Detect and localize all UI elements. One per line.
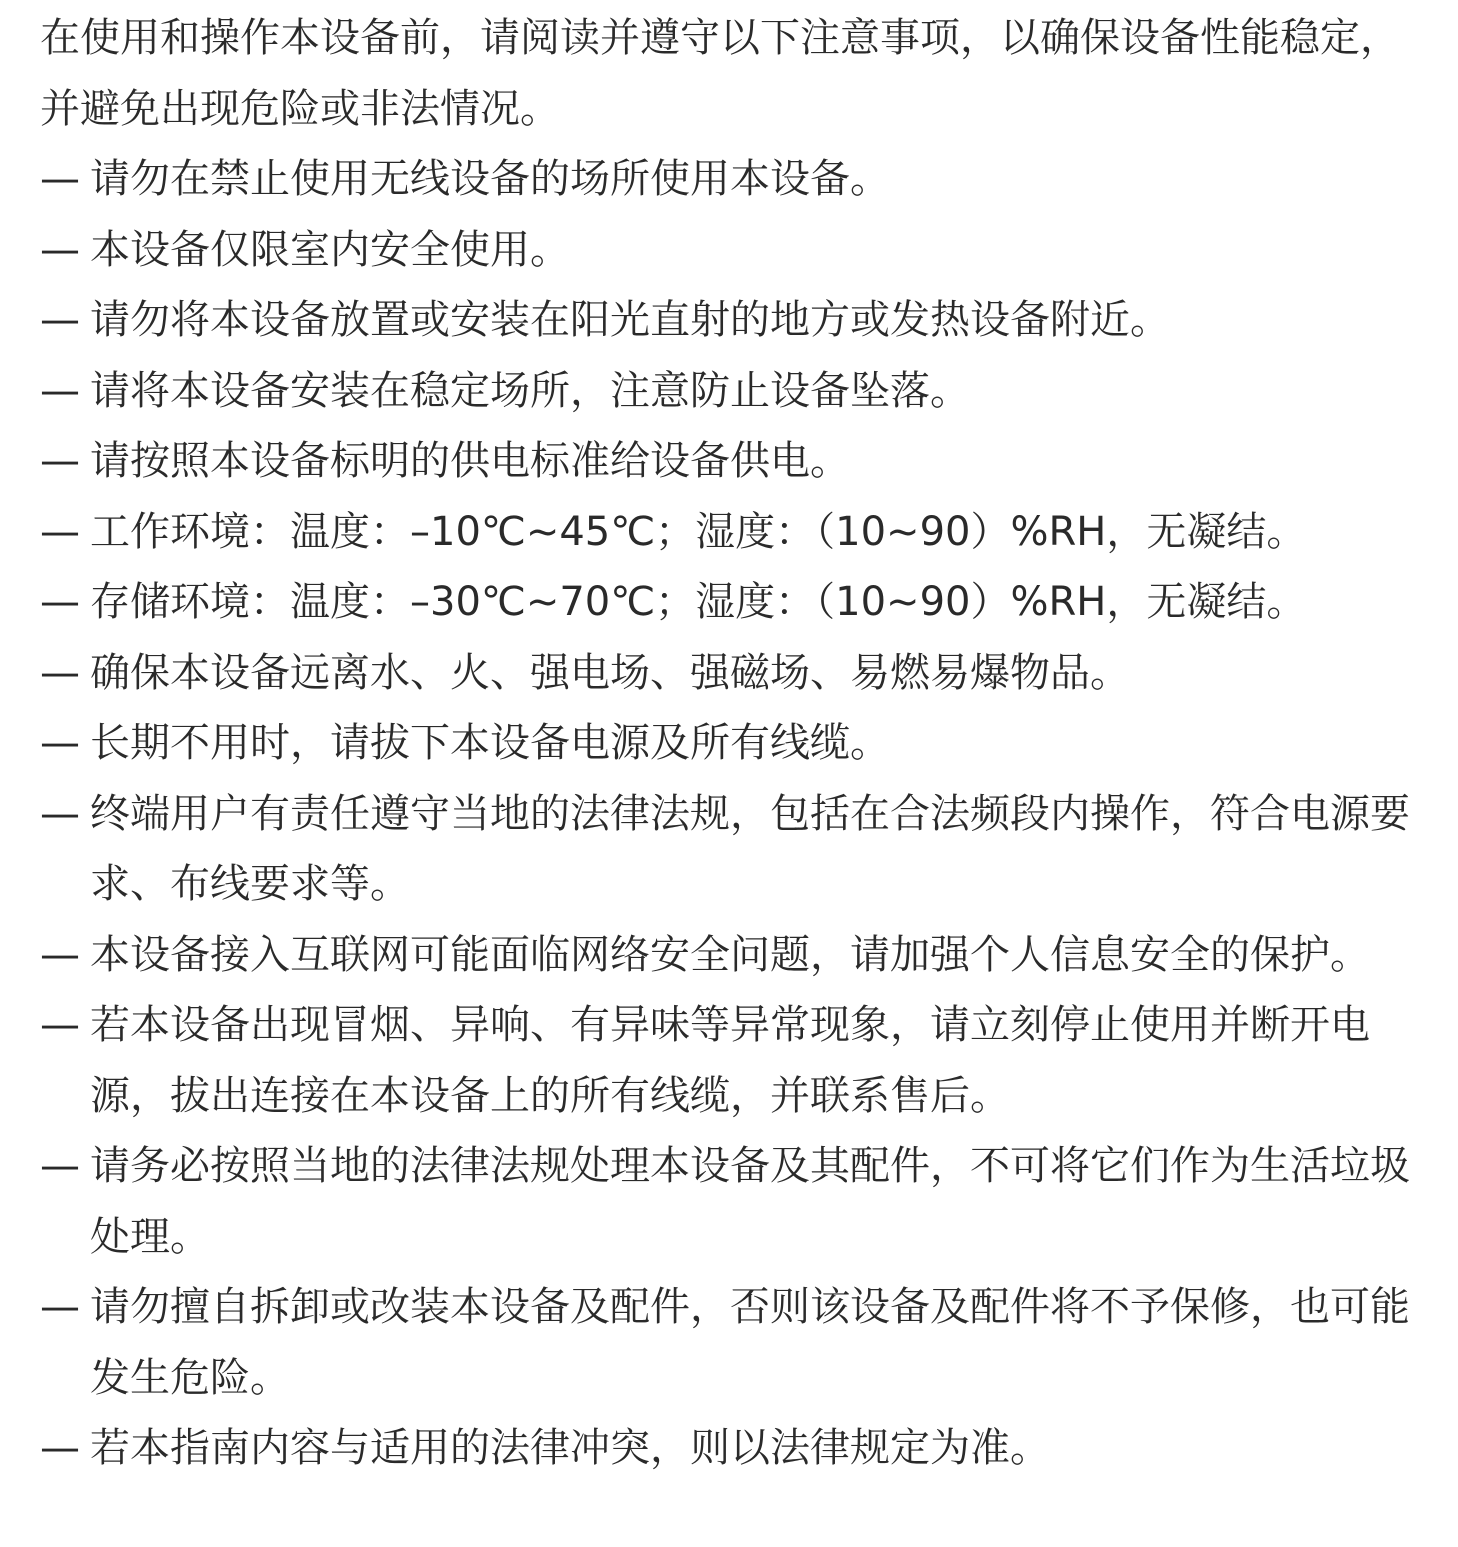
list-item-text: 请按照本设备标明的供电标准给设备供电。	[90, 438, 850, 484]
dash-bullet-icon: —	[40, 438, 80, 484]
list-item	[40, 1272, 1425, 1413]
dash-bullet-icon: —	[40, 790, 80, 837]
list-item-text: 存储环境：温度：–30℃~70℃；湿度：（10~90）%RH，无凝结。	[90, 579, 1307, 625]
list-item	[40, 497, 1425, 568]
list-item	[40, 1131, 1425, 1272]
list-item-text: 长期不用时，请拔下本设备电源及所有线缆。	[90, 720, 890, 766]
list-item	[40, 708, 1425, 779]
list-item-text: 确保本设备远离水、火、强电场、强磁场、易燃易爆物品。	[90, 649, 1130, 696]
dash-bullet-icon: —	[40, 579, 80, 625]
list-item	[40, 990, 1425, 1131]
dash-bullet-icon: —	[40, 1143, 80, 1189]
list-item-text: 请将本设备安装在稳定场所，注意防止设备坠落。	[90, 367, 970, 414]
precautions-list	[40, 144, 1425, 1484]
list-item-text: 终端用户有责任遵守当地的法律法规，包括在合法频段内操作，符合电源要求、布线要求等。	[90, 790, 1410, 907]
dash-bullet-icon: —	[40, 156, 80, 202]
dash-bullet-icon: —	[40, 226, 80, 273]
list-item-text: 本设备接入互联网可能面临网络安全问题，请加强个人信息安全的保护。	[90, 931, 1370, 978]
list-item-text: 若本指南内容与适用的法律冲突，则以法律规定为准。	[90, 1425, 1050, 1471]
list-item-text: 请勿擅自拆卸或改装本设备及配件，否则该设备及配件将不予保修，也可能发生危险。	[90, 1284, 1410, 1401]
dash-bullet-icon: —	[40, 1425, 80, 1471]
list-item	[40, 144, 1425, 215]
list-item	[40, 215, 1425, 286]
list-item	[40, 1413, 1425, 1484]
dash-bullet-icon: —	[40, 297, 80, 343]
dash-bullet-icon: —	[40, 367, 80, 414]
list-item-text: 若本设备出现冒烟、异响、有异味等异常现象，请立刻停止使用并断开电源，拔出连接在本设备上的所有线缆，并联系售后。	[90, 1002, 1370, 1119]
list-item	[40, 356, 1425, 427]
list-item	[40, 779, 1425, 920]
list-item-text: 请勿将本设备放置或安装在阳光直射的地方或发热设备附近。	[90, 297, 1170, 343]
list-item-text: 工作环境：温度：–10℃~45℃；湿度：（10~90）%RH，无凝结。	[90, 508, 1307, 555]
list-item	[40, 638, 1425, 709]
list-item	[40, 567, 1425, 638]
dash-bullet-icon: —	[40, 931, 80, 978]
dash-bullet-icon: —	[40, 1284, 80, 1330]
dash-bullet-icon: —	[40, 508, 80, 555]
safety-notice	[40, 0, 1425, 1484]
list-item-text: 请勿在禁止使用无线设备的场所使用本设备。	[90, 156, 890, 202]
dash-bullet-icon: —	[40, 649, 80, 696]
list-item-text: 请务必按照当地的法律法规处理本设备及其配件，不可将它们作为生活垃圾处理。	[90, 1143, 1410, 1260]
list-item-text: 本设备仅限室内安全使用。	[90, 226, 570, 273]
list-item	[40, 920, 1425, 991]
list-item	[40, 285, 1425, 356]
dash-bullet-icon: —	[40, 1002, 80, 1048]
intro-paragraph: 在使用和操作本设备前，请阅读并遵守以下注意事项，以确保设备性能稳定，并避免出现危险或非法情况。	[40, 15, 1400, 132]
dash-bullet-icon: —	[40, 720, 80, 766]
list-item	[40, 426, 1425, 497]
